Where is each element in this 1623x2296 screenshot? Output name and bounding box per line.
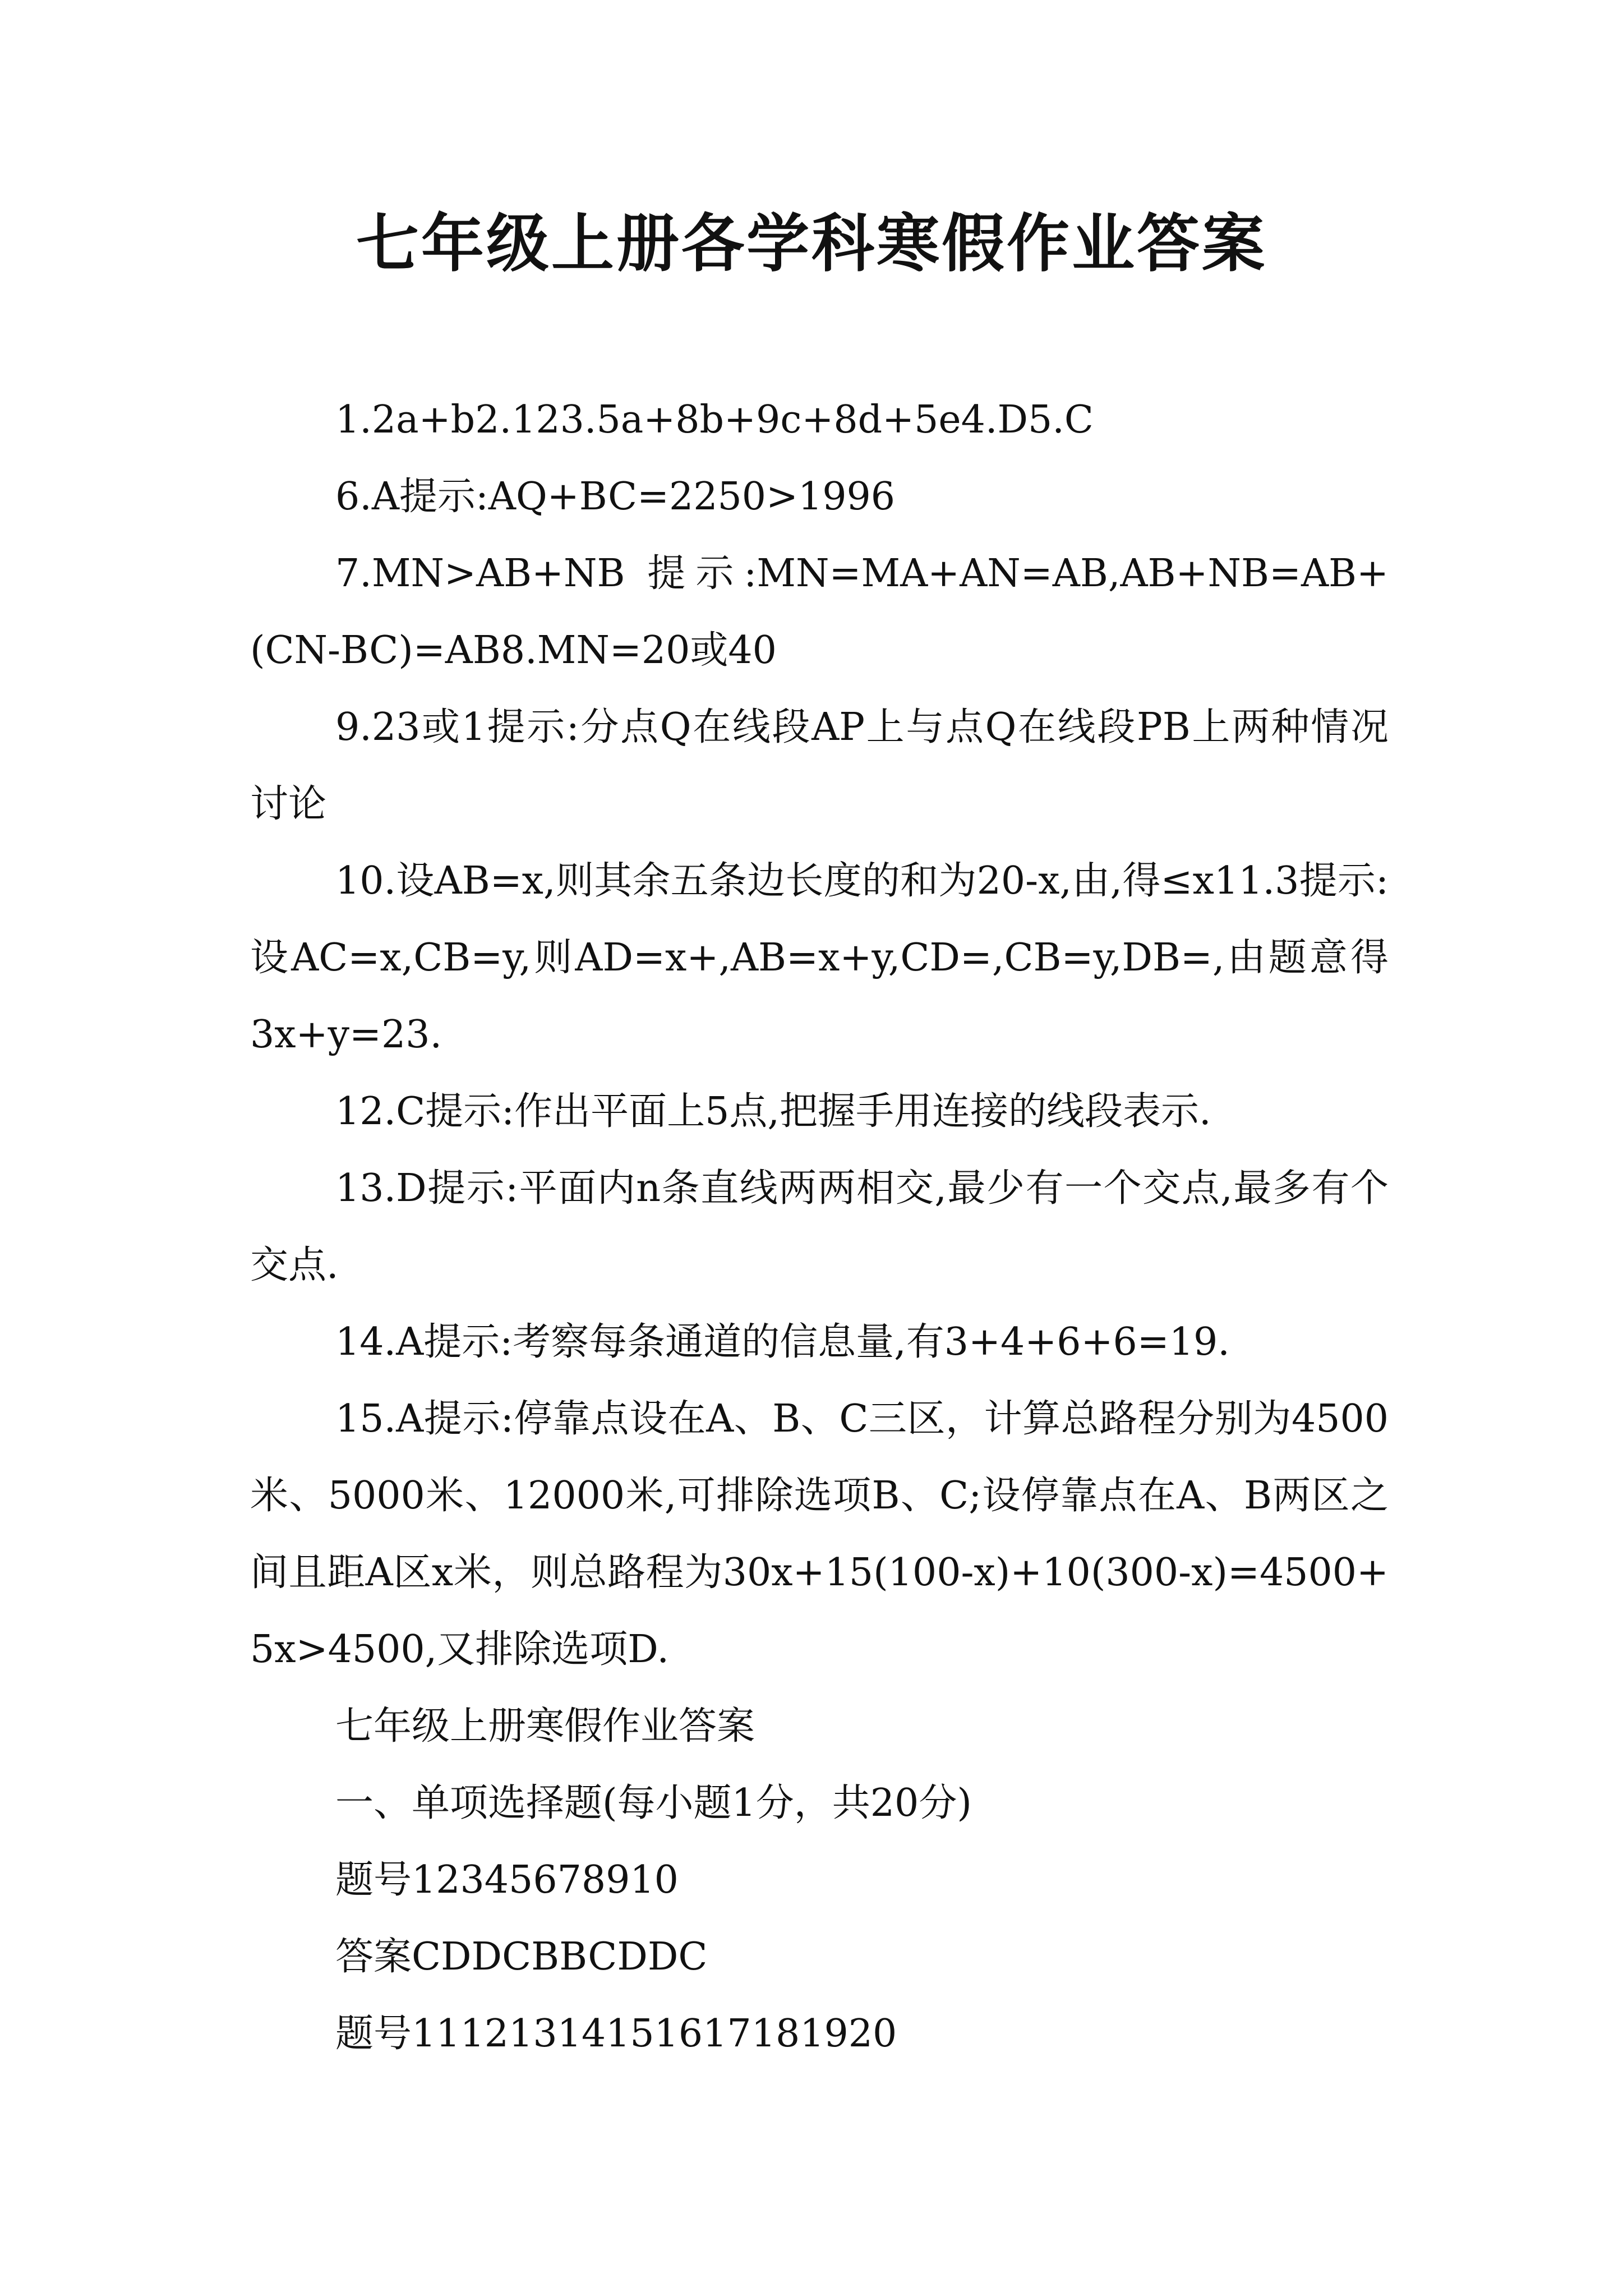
- answer-paragraph-8: 14.A提示:考察每条通道的信息量,有3+4+6+6=19.: [335, 1320, 1230, 1364]
- answer-paragraph-7: 13.D提示:平面内n条直线两两相交,最少有一个交点,最多有个交点.: [250, 1166, 1389, 1287]
- question-numbers-row-2: 题号11121314151617181920: [335, 2012, 897, 2056]
- answer-paragraph-5: 10.设AB=x,则其余五条边长度的和为20-x,由,得≤x11.3提示:设AC=x,CB=y,则AD=x+,AB=x+y,CD=,CB=y,DB=,由题意得3x+y=23.: [250, 859, 1389, 1057]
- answer-paragraph-6: 12.C提示:作出平面上5点,把握手用连接的线段表示.: [335, 1089, 1211, 1134]
- answer-paragraph-9: 15.A提示:停靠点设在A、B、C三区，计算总路程分别为4500米、5000米、12000米,可排除选项B、C;设停靠点在A、B两区之间且距A区x米，则总路程为30x+15(100-x)+10(300-x)=4500+5x>4500,又排除选项D.: [250, 1397, 1389, 1672]
- question-numbers-row-1: 题号12345678910: [335, 1858, 679, 1902]
- document-title: 七年级上册各学科寒假作业答案: [356, 208, 1267, 280]
- answer-paragraph-3: 7.MN>AB+NB 提示:MN=MA+AN=AB,AB+NB=AB+(CN-BC)=AB8.MN=20或40: [250, 551, 1389, 673]
- document-body: [250, 381, 1389, 2072]
- answer-paragraph-2: 6.A提示:AQ+BC=2250>1996: [335, 475, 896, 519]
- answer-paragraph-1: 1.2a+b2.123.5a+8b+9c+8d+5e4.D5.C: [335, 398, 1094, 442]
- subsection-heading: 一、单项选择题(每小题1分，共20分): [335, 1781, 972, 1825]
- section-heading: 七年级上册寒假作业答案: [335, 1704, 755, 1749]
- answers-row-1: 答案CDDCBBCDDC: [335, 1935, 708, 1979]
- answer-paragraph-4: 9.23或1提示:分点Q在线段AP上与点Q在线段PB上两种情况讨论: [250, 705, 1389, 826]
